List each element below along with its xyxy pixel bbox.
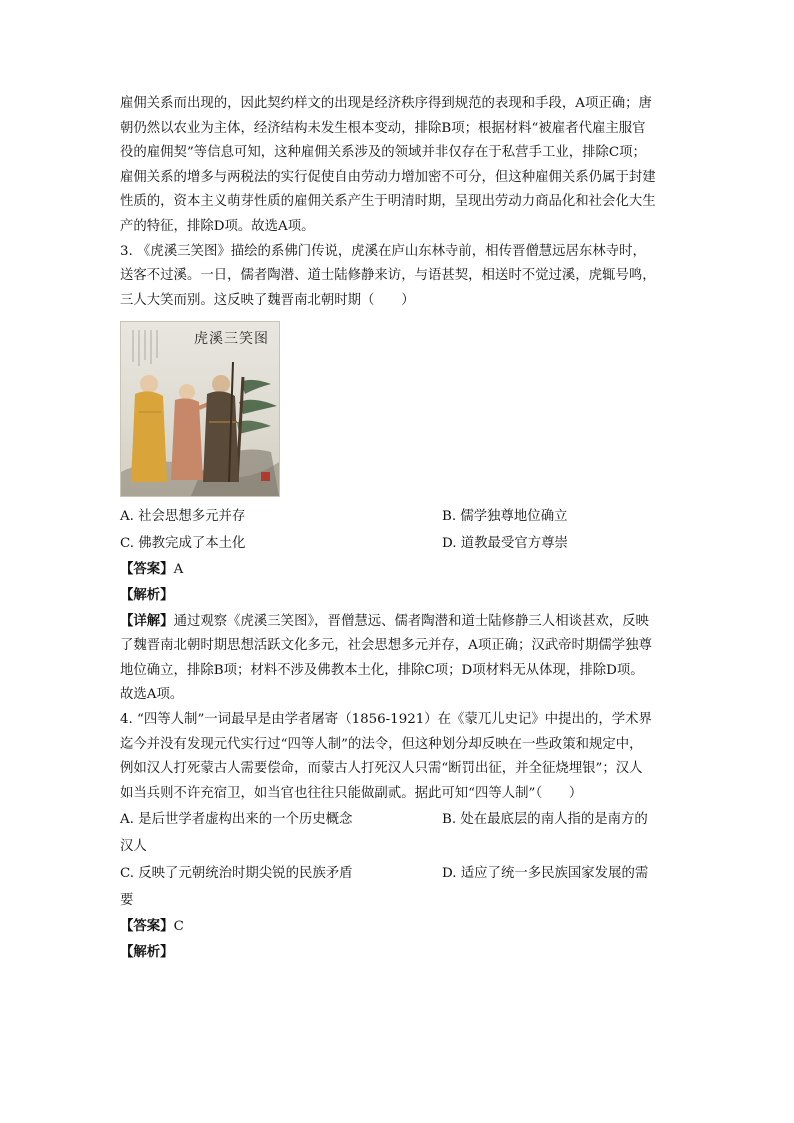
detail-line (120, 609, 680, 635)
text-line: 朝仍然以农业为主体，经济结构未发生根本变动，排除B项；根据材料“被雇者代雇主服官 (120, 120, 646, 136)
options-row (120, 806, 680, 833)
option-b[interactable]: B. 儒学独尊地位确立 (442, 509, 568, 525)
detail-line: 地位确立，排除B项；材料不涉及佛教本土化，排除C项；D项材料无从体现，排除D项。 (120, 662, 644, 678)
painting-tiger-creek-three-laughs (120, 321, 280, 497)
analysis-line (120, 940, 680, 966)
text-line: 雇佣关系的增多与两税法的实行促使自由劳动力增加密不可分，但这种雇佣关系仍属于封建 (120, 169, 656, 185)
answer-line (120, 557, 680, 583)
detail-text: 通过观察《虎溪三笑图》，晋僧慧远、儒者陶潜和道士陆修静三人相谈甚欢，反映 (173, 613, 649, 629)
option-b-continued: 汉人 (120, 839, 147, 855)
question-stem-line: 4. “四等人制”一词最早是由学者屠寄（1856-1921）在《蒙兀儿史记》中提出的，学术界 (120, 711, 652, 727)
question-stem-line: 如当兵则不许充宿卫，如当官也往往只能做副贰。据此可知“四等人制”（ ） (120, 785, 583, 801)
options-row (120, 503, 680, 530)
answer-value: A (173, 562, 184, 578)
question-stem-line: 三人大笑而别。这反映了魏晋南北朝时期（ ） (120, 292, 415, 308)
analysis-label: 【解析】 (120, 586, 174, 603)
option-d-continued: 要 (120, 893, 134, 909)
detail-line: 了魏晋南北朝时期思想活跃文化多元，社会思想多元并存，A项正确；汉武帝时期儒学独尊 (120, 638, 652, 654)
question-stem-line: 迄今并没有发现元代实行过“四等人制”的法令，但这种划分却反映在一些政策和规定中， (120, 736, 643, 752)
answer-value: C (173, 919, 184, 935)
analysis-line (120, 583, 680, 609)
options-row (120, 860, 680, 887)
text-line: 雇佣关系而出现的，因此契约样文的出现是经济秩序得到规范的表现和手段，A项正确；唐 (120, 96, 652, 111)
analysis-label: 【解析】 (120, 943, 174, 960)
question-3 (120, 240, 680, 708)
text-line: 产的特征，排除D项。故选A项。 (120, 218, 315, 234)
detail-line: 故选A项。 (120, 687, 184, 703)
answer-label: 【答案】 (120, 918, 174, 935)
option-c[interactable]: C. 佛教完成了本土化 (120, 536, 246, 552)
text-line: 役的雇佣契”等信息可知，这种雇佣关系涉及的领域并非仅存在于私营手工业，排除C项； (120, 145, 646, 161)
answer-options (120, 806, 680, 914)
text-line: 性质的，资本主义萌芽性质的雇佣关系产生于明清时期，呈现出劳动力商品化和社会化大生 (120, 194, 656, 210)
document-page (120, 92, 680, 965)
question-stem-line: 3. 《虎溪三笑图》描绘的系佛门传说，虎溪在庐山东林寺前，相传晋僧慧远居东林寺时， (120, 243, 646, 259)
option-d[interactable]: D. 道教最受官方尊崇 (442, 536, 568, 552)
option-a[interactable]: A. 社会思想多元并存 (120, 509, 246, 525)
answer-line (120, 914, 680, 940)
options-row (120, 530, 680, 557)
previous-analysis-paragraph (120, 92, 680, 240)
detail-label: 【详解】 (120, 612, 174, 629)
question-stem-line: 例如汉人打死蒙古人需要偿命，而蒙古人打死汉人只需“断罚出征，并全征烧埋银”；汉人 (120, 761, 643, 777)
option-b[interactable]: B. 处在最底层的南人指的是南方的 (442, 812, 648, 828)
question-stem-line: 送客不过溪。一日，儒者陶潜、道士陆修静来访，与语甚契，相送时不觉过溪，虎辄号鸣， (120, 268, 656, 284)
answer-label: 【答案】 (120, 561, 174, 578)
options-row (120, 833, 680, 860)
answer-options (120, 503, 680, 557)
option-c[interactable]: C. 反映了元朝统治时期尖锐的民族矛盾 (120, 866, 353, 882)
options-row (120, 887, 680, 914)
option-d[interactable]: D. 适应了统一多民族国家发展的需 (442, 866, 649, 882)
option-a[interactable]: A. 是后世学者虚构出来的一个历史概念 (120, 812, 353, 828)
question-4 (120, 708, 680, 966)
painting-title: 虎溪三笑图 (194, 331, 269, 348)
painting-illustration (121, 322, 279, 496)
